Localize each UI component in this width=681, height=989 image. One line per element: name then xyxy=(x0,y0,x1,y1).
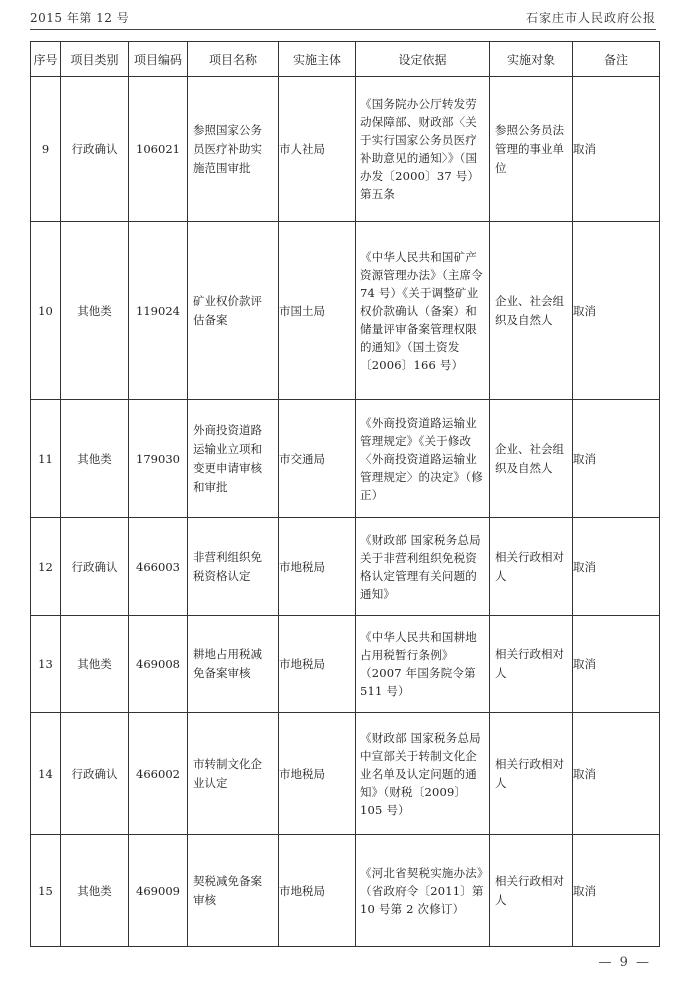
row-basis: 《外商投资道路运输业管理规定》《关于修改〈外商投资道路运输业管理规定〉的决定》（修正） xyxy=(360,415,483,502)
row-category: 其他类 xyxy=(61,222,129,400)
row-note: 取消 xyxy=(573,713,660,835)
row-agency: 市交通局 xyxy=(279,400,356,518)
row-target: 企业、社会组织及自然人 xyxy=(495,293,564,327)
row-no: 11 xyxy=(31,400,61,518)
row-note: 取消 xyxy=(573,77,660,222)
row-basis: 《财政部 国家税务总局关于非营利组织免税资格认定管理有关问题的通知》 xyxy=(360,532,481,601)
row-name: 耕地占用税减免备案审核 xyxy=(193,647,262,680)
row-basis: 《国务院办公厅转发劳动保障部、财政部〈关于实行国家公务员医疗补助意见的通知〉》（国办发〔2000〕37 号）第五条 xyxy=(360,97,480,201)
row-code: 106021 xyxy=(129,77,188,222)
page-header xyxy=(30,6,656,28)
row-category: 其他类 xyxy=(61,400,129,518)
row-code: 469008 xyxy=(129,616,188,713)
row-target: 相关行政相对人 xyxy=(495,549,564,583)
row-agency: 市人社局 xyxy=(279,77,356,222)
items-table xyxy=(30,41,660,947)
row-basis: 《财政部 国家税务总局 中宣部关于转制文化企业名单及认定问题的通知》（财税〔2009〕105 号） xyxy=(360,730,481,817)
row-name: 参照国家公务员医疗补助实施范围审批 xyxy=(193,122,262,175)
row-note: 取消 xyxy=(573,400,660,518)
table-row xyxy=(31,518,660,616)
row-no: 14 xyxy=(31,713,61,835)
row-note: 取消 xyxy=(573,835,660,947)
column-header-agency: 实施主体 xyxy=(279,42,356,77)
row-note: 取消 xyxy=(573,616,660,713)
table-row xyxy=(31,616,660,713)
row-name: 外商投资道路运输业立项和变更申请审核和审批 xyxy=(193,422,262,494)
row-target: 相关行政相对人 xyxy=(495,873,564,907)
issue-label: 2015 年第 12 号 xyxy=(30,11,130,25)
row-code: 469009 xyxy=(129,835,188,947)
column-header-note: 备注 xyxy=(573,42,660,77)
row-category: 行政确认 xyxy=(61,77,129,222)
row-category: 行政确认 xyxy=(61,713,129,835)
publication-title: 石家庄市人民政府公报 xyxy=(525,11,656,25)
row-basis: 《中华人民共和国耕地占用税暂行条例》（2007 年国务院令第 511 号） xyxy=(360,630,477,698)
row-code: 466002 xyxy=(129,713,188,835)
column-header-basis: 设定依据 xyxy=(356,42,490,77)
row-name: 非营利组织免税资格认定 xyxy=(193,549,262,583)
row-code: 119024 xyxy=(129,222,188,400)
table-row xyxy=(31,400,660,518)
row-name: 市转制文化企业认定 xyxy=(193,756,262,790)
row-target: 参照公务员法管理的事业单位 xyxy=(495,122,564,175)
column-header-code: 项目编码 xyxy=(129,42,188,77)
column-header-target: 实施对象 xyxy=(490,42,573,77)
row-no: 10 xyxy=(31,222,61,400)
table-row xyxy=(31,713,660,835)
column-header-name: 项目名称 xyxy=(188,42,279,77)
row-note: 取消 xyxy=(573,518,660,616)
row-agency: 市地税局 xyxy=(279,835,356,947)
row-target: 相关行政相对人 xyxy=(495,756,564,790)
header-divider xyxy=(30,29,656,30)
row-target: 相关行政相对人 xyxy=(495,647,564,680)
row-target: 企业、社会组织及自然人 xyxy=(495,441,564,475)
row-category: 行政确认 xyxy=(61,518,129,616)
row-basis: 《中华人民共和国矿产资源管理办法》（主席令 74 号）《关于调整矿业权价款确认（备案）和储量评审备案管理权限的通知》（国土资发〔2006〕166 号） xyxy=(360,249,483,372)
table-row xyxy=(31,835,660,947)
row-basis: 《河北省契税实施办法》（省政府令〔2011〕第 10 号第 2 次修订） xyxy=(360,865,484,916)
row-code: 466003 xyxy=(129,518,188,616)
row-category: 其他类 xyxy=(61,835,129,947)
column-header-no: 序号 xyxy=(31,42,61,77)
row-no: 9 xyxy=(31,77,61,222)
row-code: 179030 xyxy=(129,400,188,518)
row-agency: 市地税局 xyxy=(279,713,356,835)
row-no: 12 xyxy=(31,518,61,616)
table-row xyxy=(31,77,660,222)
row-category: 其他类 xyxy=(61,616,129,713)
row-agency: 市国土局 xyxy=(279,222,356,400)
table-header-row xyxy=(31,42,660,77)
page-number: — 9 — xyxy=(598,955,651,970)
row-agency: 市地税局 xyxy=(279,616,356,713)
row-name: 矿业权价款评估备案 xyxy=(193,293,262,327)
row-no: 15 xyxy=(31,835,61,947)
row-agency: 市地税局 xyxy=(279,518,356,616)
row-name: 契税减免备案审核 xyxy=(193,873,262,907)
row-note: 取消 xyxy=(573,222,660,400)
table-row xyxy=(31,222,660,400)
row-no: 13 xyxy=(31,616,61,713)
column-header-category: 项目类别 xyxy=(61,42,129,77)
